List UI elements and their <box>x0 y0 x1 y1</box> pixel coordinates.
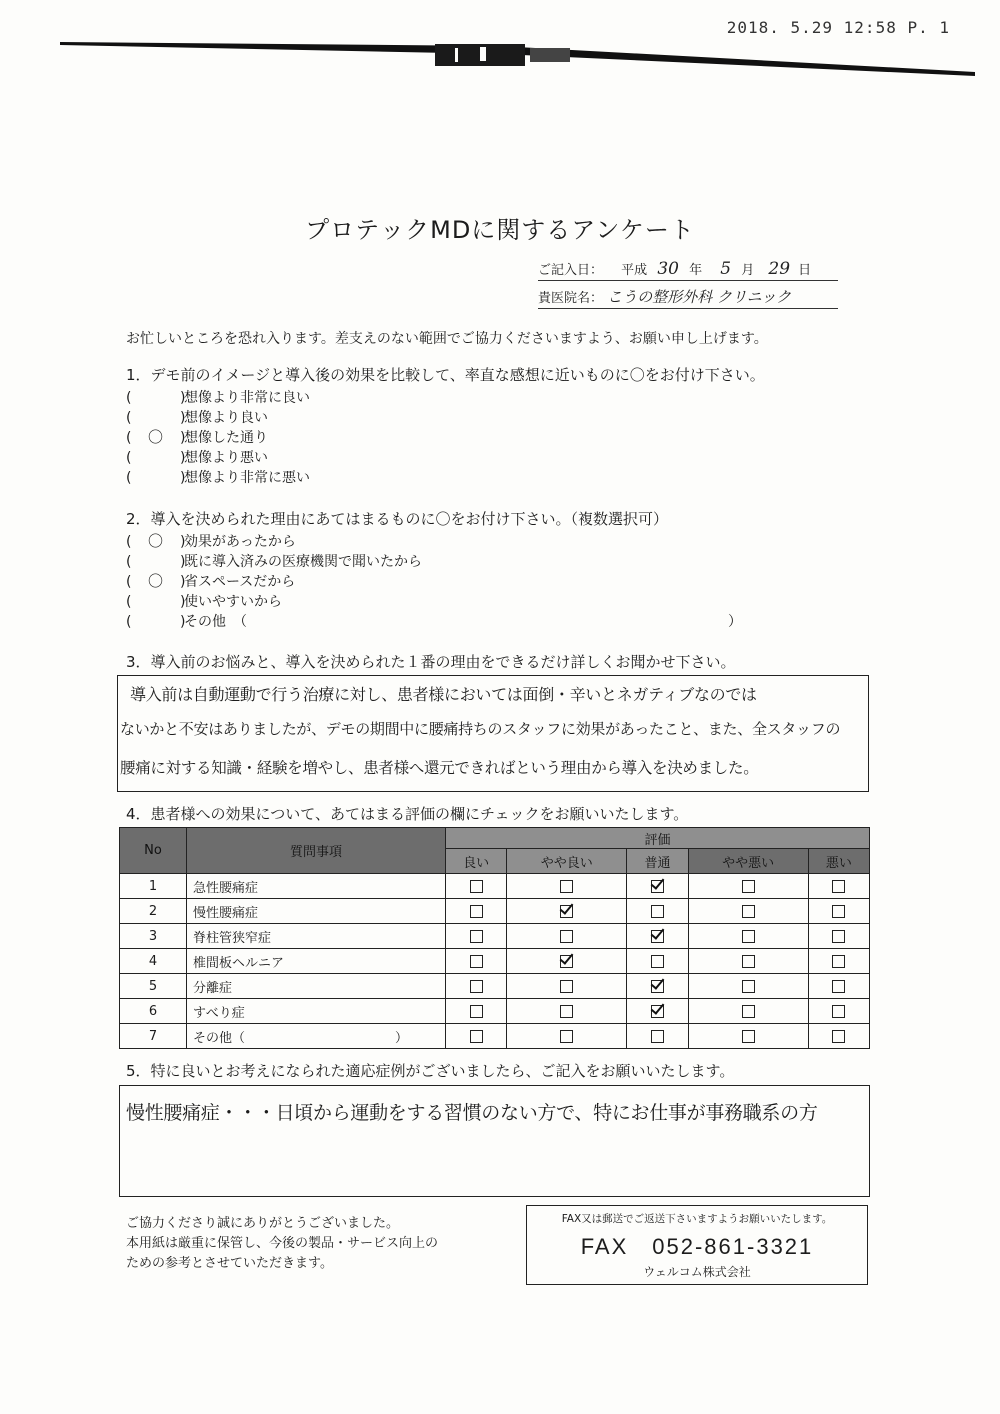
q2-option-label: 既に導入済みの医療機関で聞いたから <box>184 554 422 570</box>
q2-other-close: ） <box>728 614 742 630</box>
checked-checkbox[interactable] <box>651 1005 664 1018</box>
fax-timestamp: 2018. 5.29 12:58 P. 1 <box>726 18 950 37</box>
checkbox[interactable] <box>470 1005 483 1018</box>
rating-cell <box>627 949 688 974</box>
q5-answer: 慢性腰痛症・・・日頃から運動をする習慣のない方で、特にお仕事が事務職系の方 <box>126 1102 818 1124</box>
checkbox[interactable] <box>742 930 755 943</box>
rating-cell <box>507 949 627 974</box>
rating-cell <box>446 949 507 974</box>
day-value: 29 <box>768 259 791 279</box>
q2-option-label: その他 （ <box>184 614 247 630</box>
checked-checkbox[interactable] <box>651 930 664 943</box>
checked-checkbox[interactable] <box>651 980 664 993</box>
rating-cell <box>808 999 869 1024</box>
checkbox[interactable] <box>832 980 845 993</box>
rating-cell <box>627 899 688 924</box>
row-item <box>187 899 446 924</box>
q3-answer-line: 導入前は自動運動で行う治療に対し、患者様においては面倒・辛いとネガティブなのでは <box>130 685 757 704</box>
rating-cell <box>808 1024 869 1049</box>
checkbox[interactable] <box>832 905 845 918</box>
rating-cell <box>808 874 869 899</box>
row-item-label: 急性腰痛症 <box>193 880 259 896</box>
rating-cell <box>688 949 808 974</box>
row-number: 6 <box>120 999 187 1024</box>
checkbox[interactable] <box>832 930 845 943</box>
row-item <box>187 949 446 974</box>
rating-cell <box>688 899 808 924</box>
q2-option-label: 省スペースだから <box>184 574 296 590</box>
day-unit: 日 <box>798 263 812 278</box>
rating-cell <box>507 974 627 999</box>
era: 平成 <box>621 263 648 278</box>
table-row <box>120 924 870 949</box>
checkbox[interactable] <box>742 980 755 993</box>
checkbox[interactable] <box>470 905 483 918</box>
rating-cell <box>688 999 808 1024</box>
table-row <box>120 874 870 899</box>
year-unit: 年 <box>689 263 703 278</box>
level-header: 良い <box>446 849 507 874</box>
checked-checkbox[interactable] <box>560 955 573 968</box>
rating-cell <box>446 974 507 999</box>
checkbox[interactable] <box>832 880 845 893</box>
checkbox[interactable] <box>832 1030 845 1043</box>
checkbox[interactable] <box>832 955 845 968</box>
level-header: 悪い <box>808 849 869 874</box>
checkbox[interactable] <box>470 980 483 993</box>
month-value: 5 <box>720 259 732 279</box>
level-header: やや良い <box>507 849 627 874</box>
col-header-item: 質問事項 <box>187 828 446 874</box>
clinic-label: 貴医院名： <box>538 291 604 306</box>
table-row <box>120 1024 870 1049</box>
q5-title: 5．特に良いとお考えになられた適応症例がございましたら、ご記入をお願いいたします。 <box>126 1062 735 1080</box>
checkbox[interactable] <box>742 955 755 968</box>
thanks-line: ための参考とさせていただきます。 <box>126 1256 333 1271</box>
rating-cell <box>808 924 869 949</box>
row-item-label: 慢性腰痛症 <box>193 905 259 921</box>
checkbox[interactable] <box>742 1030 755 1043</box>
evaluation-table <box>119 827 870 1049</box>
row-item <box>187 1024 446 1049</box>
rating-cell <box>627 924 688 949</box>
rating-cell <box>507 874 627 899</box>
thanks-text <box>126 1214 438 1274</box>
checkbox[interactable] <box>742 1005 755 1018</box>
year-value: 30 <box>657 259 679 279</box>
checked-checkbox[interactable] <box>560 905 573 918</box>
rating-cell <box>627 999 688 1024</box>
level-header: 普通 <box>627 849 688 874</box>
q2-mark: 〇 <box>148 572 164 590</box>
row-number: 4 <box>120 949 187 974</box>
q3-answer-line: ないかと不安はありましたが、デモの期間中に腰痛持ちのスタッフに効果があったこと、また、全スタッフの <box>120 720 841 738</box>
rating-cell <box>446 999 507 1024</box>
row-item <box>187 874 446 899</box>
rating-cell <box>507 1024 627 1049</box>
rating-cell <box>808 974 869 999</box>
table-row <box>120 999 870 1024</box>
q2-title: 2．導入を決められた理由にあてはまるものに〇をお付け下さい。（複数選択可） <box>126 510 669 528</box>
row-item-label: すべり症 <box>193 1005 245 1021</box>
q2-option: ( ) 既に導入済みの医療機関で聞いたから <box>126 554 422 570</box>
row-item <box>187 999 446 1024</box>
row-number: 7 <box>120 1024 187 1049</box>
date-label: ご記入日： <box>538 263 604 278</box>
fax-note: FAX又は郵送でご返送下さいますようお願いいたします。 <box>561 1213 833 1225</box>
checkbox[interactable] <box>560 980 573 993</box>
row-item <box>187 974 446 999</box>
row-item-close: ） <box>395 1030 409 1046</box>
rating-cell <box>808 899 869 924</box>
rating-cell <box>507 899 627 924</box>
fax-number: FAX 052-861-3321 <box>580 1234 814 1259</box>
rating-cell <box>688 874 808 899</box>
q2-option: ( 〇 ) 効果があったから <box>126 532 296 550</box>
checkbox[interactable] <box>742 880 755 893</box>
checkbox[interactable] <box>470 930 483 943</box>
row-item-label: 椎間板ヘルニア <box>193 955 285 971</box>
checkbox[interactable] <box>470 880 483 893</box>
rating-cell <box>808 949 869 974</box>
q5-answer-box <box>119 1085 870 1197</box>
company-name: ウェルコム株式会社 <box>643 1265 751 1279</box>
table-row <box>120 974 870 999</box>
row-item-label: 脊柱管狭窄症 <box>193 930 272 946</box>
entry-date-row <box>538 258 838 281</box>
checkbox[interactable] <box>470 1030 483 1043</box>
survey-title: プロテックMDに関するアンケート <box>305 216 695 244</box>
q1-option: ( 〇 ) 想像した通り <box>126 428 268 446</box>
row-number: 2 <box>120 899 187 924</box>
intro-text: お忙しいところを恐れ入ります。差支えのない範囲でご協力くださいますよう、お願い申し上げます。 <box>126 331 768 347</box>
q2-option: ( ) その他 （ <box>126 614 247 630</box>
row-item <box>187 924 446 949</box>
rating-cell <box>627 1024 688 1049</box>
q2-option: ( ) 使いやすいから <box>126 594 282 610</box>
q1-option-label: 想像した通り <box>184 430 268 446</box>
rating-cell <box>507 999 627 1024</box>
q1-option: ( ) 想像より悪い <box>126 450 268 466</box>
q1-option-label: 想像より非常に悪い <box>184 470 310 486</box>
q1-title: 1．デモ前のイメージと導入後の効果を比較して、率直な感想に近いものに〇をお付け下さい。 <box>126 366 765 384</box>
row-number: 3 <box>120 924 187 949</box>
q1-mark: 〇 <box>148 428 164 446</box>
q4-title: 4．患者様への効果について、あてはまる評価の欄にチェックをお願いいたします。 <box>126 805 689 823</box>
checkbox[interactable] <box>470 955 483 968</box>
fax-header-streak <box>60 38 975 78</box>
q1-option-label: 想像より悪い <box>184 450 268 466</box>
checked-checkbox[interactable] <box>651 880 664 893</box>
row-item-label: その他（ <box>193 1030 246 1046</box>
clinic-name: こうの整形外科 クリニック <box>607 288 792 306</box>
table-row <box>120 949 870 974</box>
checkbox[interactable] <box>560 1005 573 1018</box>
q2-option: ( 〇 ) 省スペースだから <box>126 572 296 590</box>
rating-cell <box>446 1024 507 1049</box>
col-header-eval: 評価 <box>446 828 870 849</box>
q2-mark: 〇 <box>148 532 164 550</box>
q3-answer-line: 腰痛に対する知識・経験を増やし、患者様へ還元できればという理由から導入を決めました。 <box>120 759 759 777</box>
checkbox[interactable] <box>832 1005 845 1018</box>
checkbox[interactable] <box>560 1030 573 1043</box>
rating-cell <box>688 1024 808 1049</box>
rating-cell <box>446 874 507 899</box>
row-number: 5 <box>120 974 187 999</box>
thanks-line: 本用紙は厳重に保管し、今後の製品・サービス向上の <box>126 1236 439 1251</box>
rating-cell <box>446 924 507 949</box>
q2-option-label: 使いやすいから <box>184 594 282 610</box>
q1-option: ( ) 想像より非常に悪い <box>126 470 310 486</box>
checkbox[interactable] <box>560 880 573 893</box>
rating-cell <box>688 924 808 949</box>
q1-option-label: 想像より良い <box>184 410 268 426</box>
rating-cell <box>627 874 688 899</box>
row-number: 1 <box>120 874 187 899</box>
thanks-line: ご協力くださり誠にありがとうございました。 <box>126 1216 400 1231</box>
rating-cell <box>627 974 688 999</box>
checkbox[interactable] <box>651 1030 664 1043</box>
rating-cell <box>446 899 507 924</box>
clinic-name-row <box>538 286 838 309</box>
q1-option: ( ) 想像より非常に良い <box>126 390 310 406</box>
checkbox[interactable] <box>742 905 755 918</box>
q3-answer-box <box>117 675 869 792</box>
fax-return-box <box>526 1205 868 1285</box>
q2-option-label: 効果があったから <box>184 534 296 550</box>
q1-option-label: 想像より非常に良い <box>184 390 310 406</box>
q1-option: ( ) 想像より良い <box>126 410 268 426</box>
checkbox[interactable] <box>651 955 664 968</box>
month-unit: 月 <box>741 263 755 278</box>
rating-cell <box>507 924 627 949</box>
level-header: やや悪い <box>688 849 808 874</box>
checkbox[interactable] <box>560 930 573 943</box>
checkbox[interactable] <box>651 905 664 918</box>
row-item-label: 分離症 <box>193 980 233 996</box>
q3-title: 3．導入前のお悩みと、導入を決められた１番の理由をできるだけ詳しくお聞かせ下さい。 <box>126 653 736 671</box>
table-row <box>120 899 870 924</box>
col-header-no: No <box>120 828 187 874</box>
rating-cell <box>688 974 808 999</box>
